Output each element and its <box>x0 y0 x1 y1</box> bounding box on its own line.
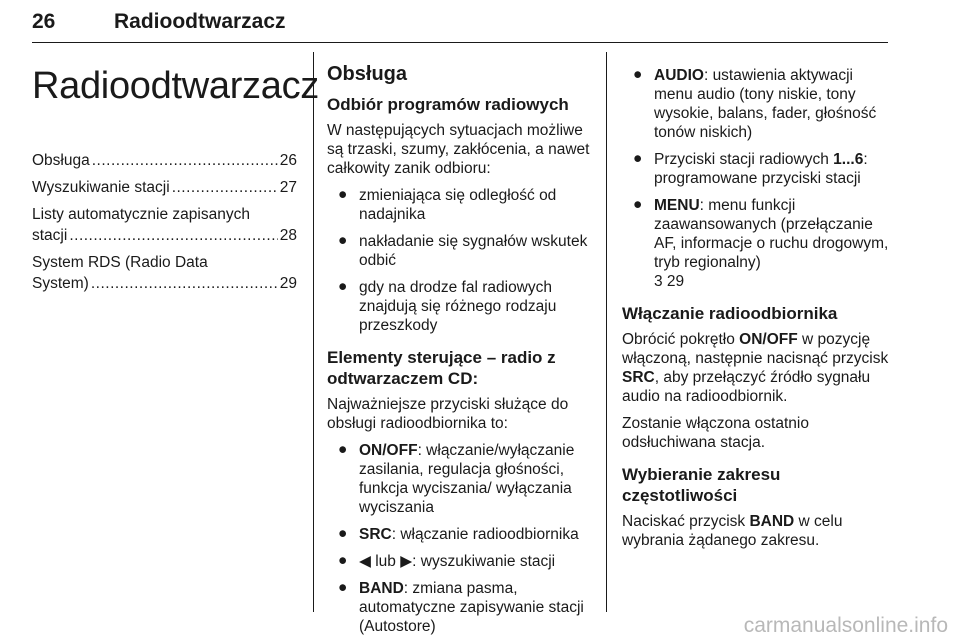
paragraph: Najważniejsze przyciski służące do obsługi radioodbiornika to: <box>327 396 569 432</box>
paragraph: Obrócić pokrętło ON/OFF w pozycję włączoną, następnie nacisnąć przycisk SRC, aby przełączyć źródło sygnału audio na radioodbiornik. <box>622 331 889 405</box>
toc-page: 27 <box>279 179 297 196</box>
chapter-title: Radioodtwarzacz <box>32 65 319 107</box>
bullet-list <box>327 186 590 335</box>
list-item: ● BAND: zmiana pasma, automatyczne zapisywanie stacji (Autostore) <box>338 579 584 635</box>
section-heading: Obsługa <box>327 63 408 85</box>
toc-item[interactable] <box>32 150 297 171</box>
toc-page: 28 <box>279 227 297 244</box>
toc-page: 29 <box>279 275 297 292</box>
list-item: ● SRC: włączanie radioodbiornika <box>338 525 579 543</box>
key-label: BAND <box>359 580 404 597</box>
column-divider <box>606 52 607 612</box>
list-item: ● ◀ lub ▶: wyszukiwanie stacji <box>338 552 556 570</box>
list-item: ● MENU: menu funkcji zaawansowanych (przełączanie AF, informacje o ruchu drogowym, tryb regionalny) 3 29 <box>633 196 889 290</box>
subsection-heading: Elementy sterujące – radio z odtwarzaczem CD: <box>327 348 556 388</box>
watermark: carmanualsonline.info <box>743 614 948 637</box>
paragraph: Zostanie włączona ostatnio odsłuchiwana stacja. <box>622 415 809 451</box>
column-divider <box>313 52 314 612</box>
toc-text: Obsługa <box>32 152 90 169</box>
toc-item[interactable] <box>32 252 297 294</box>
list-item: ● nakładanie się sygnałów wskutek odbić <box>338 232 588 269</box>
list-item: ● ON/OFF: włączanie/wyłączanie zasilania, regulacja głośności, funkcja wyciszania/ wyłączania wyciszania <box>338 441 575 516</box>
subsection-heading: Wybieranie zakresu częstotliwości <box>622 465 781 505</box>
page-header <box>32 8 888 43</box>
toc-text: System RDS (Radio Data <box>32 254 208 271</box>
list-item: ● gdy na drodze fal radiowych znajdują się różnego rodzaju przeszkody <box>338 278 557 334</box>
key-label: MENU <box>654 197 700 214</box>
key-label: SRC <box>359 526 392 543</box>
toc-text: Wyszukiwanie stacji <box>32 179 170 196</box>
key-label: 1...6 <box>833 151 864 168</box>
page-number: 26 <box>32 10 56 33</box>
paragraph: Naciskać przycisk BAND w celu wybrania żądanego zakresu. <box>622 513 843 549</box>
column-1 <box>32 52 319 612</box>
key-label: ON/OFF <box>359 442 418 459</box>
toc-text: Listy automatycznie zapisanych <box>32 206 250 223</box>
list-item: ● zmieniająca się odległość od nadajnika <box>338 186 557 223</box>
toc-page: 26 <box>279 152 297 169</box>
toc-item[interactable] <box>32 177 297 198</box>
subsection-heading: Włączanie radioodbiornika <box>622 304 838 323</box>
running-title: Radioodtwarzacz <box>114 10 286 33</box>
bullet-list <box>327 441 590 636</box>
column-3 <box>622 52 890 612</box>
bullet-list <box>622 66 890 291</box>
table-of-contents <box>32 150 297 294</box>
list-item: ● AUDIO: ustawienia aktywacji menu audio (tony niskie, tony wysokie, balans, fader, głośność tonów niskich) <box>633 66 877 141</box>
key-label: AUDIO <box>654 67 704 84</box>
subsection-heading: Odbiór programów radiowych <box>327 95 569 114</box>
column-2 <box>327 52 590 635</box>
page-reference[interactable]: 3 29 <box>654 273 685 290</box>
paragraph: W następujących sytuacjach możliwe są trzaski, szumy, zakłócenia, a nawet całkowity zanik odbioru: <box>327 122 590 177</box>
toc-text: System) <box>32 275 89 292</box>
toc-text: stacji <box>32 227 68 244</box>
toc-item[interactable] <box>32 204 297 246</box>
list-item: ● Przyciski stacji radiowych 1...6: programowane przyciski stacji <box>633 150 868 187</box>
